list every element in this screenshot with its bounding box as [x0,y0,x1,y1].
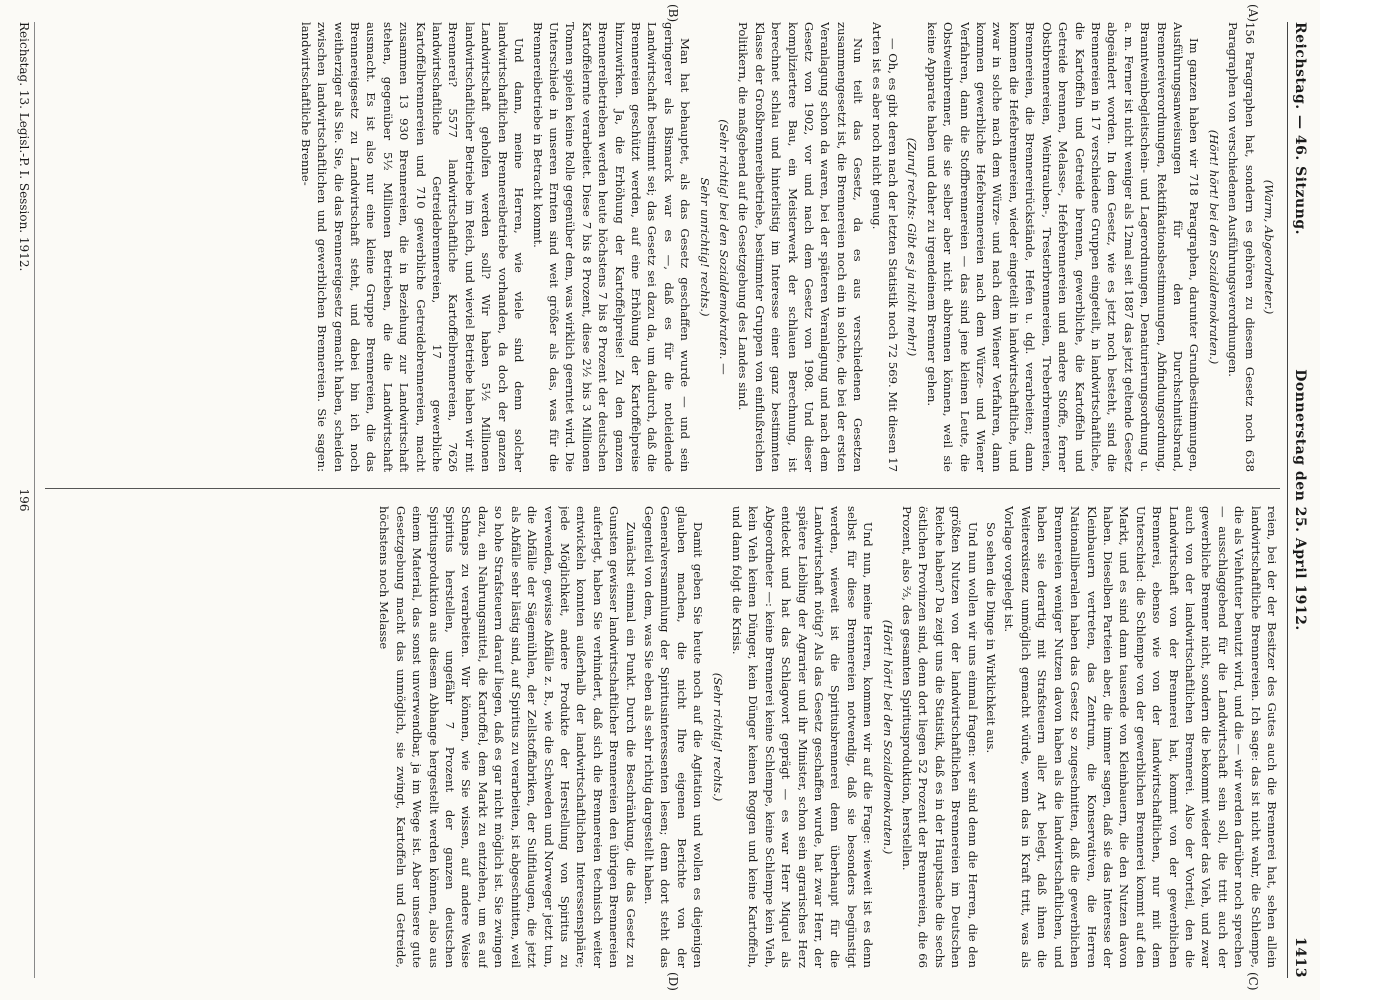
footer-source: Reichstag. 13. Legisl.-P. I. Session. 1912. [17,22,31,272]
paragraph: — Oh, es gibt deren nach der letzten Statistik noch 72 569. Mit diesen 17 Arten ist es aber noch nicht genug. [869,22,901,472]
paragraph: 156 Paragraphen hat, sondern es gehören zu diesem Gesetz noch 638 Paragraphen von verschiedenen Ausführungsverordnungen. [1226,22,1257,472]
margin-mark-b: (B) [666,4,680,23]
column-divider [45,488,1280,489]
header-date: Donnerstag den 25. April 1912. [1292,369,1308,631]
paragraph: Und nun wollen wir uns einmal fragen: wer sind denn die Herren, die den größten Nutzen von der landwirtschaftlichen Brennereien im Deutschen Reiche haben? Da zeigt uns die Statistik, daß es in der Hauptsache die sechs östlichen Provinzen sind, denn dort liegen 52 Prozent der Brennereien, die 66 Prozent, also ⅔, des gesamten Spiritusproduktion, herstellen. [900,506,980,968]
margin-mark-c: (C) [1246,972,1260,991]
interjection: (Sehr richtig! rechts.) [710,672,725,802]
footer-sheet-number: 196 [17,488,31,512]
paragraph: Und dann, meine Herren, wie viele sind denn solcher landwirtschaftlichen Brennereibetriebe vorhanden, da doch der ganzen Landwirtschaft geholfen werden soll? Wir haben 5½ Millionen landwirtschaftlicher Betriebe im Reich, und wieviel Betriebe haben wir mit Brennerei? 5577 landwirtschaftliche Kartoffelbrennereien, 7626 landwirtschaftliche Getreidebrennereien, 17 gewerbliche Kartoffelbrennereien und 710 gewerbliche Getreidebrennereien, macht zusammen 13 930 Brennereien, die in Beziehung zur Landwirtschaft stehen, gegenüber 5½ Millionen Betrieben, die die Landwirtschaft ausmacht. Es ist also nur eine kleine Gruppe Brennereien, die das Brennereigesetz zu Landwirtschaft steht, und dabei bin ich noch weitherziger als Sie. Sie, die das Brennereigesetz gemacht haben, scheiden zwischen landwirtschaftlichen und gewerblichen Brennereien. Sie sagen: landwirtschaftliche Brenne- [298,22,527,472]
interjection: (Hört! hört! bei den Sozialdemokraten.) [880,619,895,855]
interjection: (Warm, Abgeordneter.) [1262,179,1276,315]
paragraph: Nun teilt das Gesetz, da es aus verschiedenen Gesetzen zusammengesetzt ist, die Brennereien noch ein in solche, die bei der ersten Veranlagung schon da waren, bei der späteren Veranlagung und nach dem Gesetz von 1902, vor und nach dem Gesetz von 1908. Und dieser kompliziertere Bau, ein Meisterwerk der schlauen Berechnung, ist berechnet schlau und hinterlistig im Interesse einer ganz bestimmten Klasse der Großbrennereibetriebe, bestimmter Gruppen von einflußreichen Politikern, die maßgebend auf die Gesetzgebung des Landes sind. [736,22,866,472]
margin-mark-a: (A) [1246,4,1260,23]
paragraph: Man hat behauptet, als das Gesetz geschaffen wurde — und sein geringerer als Bismarck war es —, daß es für die notleidende Landwirtschaft bestimmt sei; das Gesetz sei dazu da, um dadurch, daß die Brennereien geschützt werden, auf eine Erhöhung der Kartoffelpreise hinzuwirken. Ja, die Erhöhung der Kartoffelpreise! Zu den ganzen Brennereibetrieben werden heute höchstens 7 bis 8 Prozent der deutschen Kartoffelernte verarbeitet. Diese 7 bis 8 Prozent, diese 2½ bis 3 Millionen Tonnen spielen keine Rolle gegenüber dem, was wirklich geerntet wird. Die Unterschiede in unseren Ernten sind weit größer als das, was für die Brennereibetriebe in Betracht kommt. [530,22,693,472]
paragraph: Und nun, meine Herren, kommen wir auf die Frage: wieweit ist es denn selbst für diese Brennereien notwendig, daß sie besonders begünstigt werden, wieweit ist die Spiritusbrennerei denn überhaupt für die Landwirtschaft nötig? Als das Gesetz geschaffen wurde, hat zwar Herr, der spätere Liebling der Agrarier und ihr Minister, schon sein agrarisches Herz entdeckt und hat das Schlagwort geprägt — es war Herr Miquel als Abgeordneter —: keine Brennerei keine Schlempe, keine Schlempe kein Vieh, kein Vieh keinen Dünger, kein Dünger keinen Roggen und keine Kartoffeln, und dann folgt die Krisis. [730,506,876,968]
right-column [45,506,1280,968]
header-left: Reichstag. — 46. Sitzung. [1292,22,1308,235]
interjection: (Hört! hört! bei den Sozialdemokraten.) [1206,129,1221,365]
paragraph: reien, bei der der Besitzer des Gutes auch die Brennerei hat, sehen allein landwirtschaftliche Brennereien. Ich sage: das ist nicht wahr, die Schlempe, die als Viehfutter benutzt wird, und die — wir werden darüber noch sprechen — ausschlaggebend für die Landwirtschaft sein soll, die tritt auch der gewerbliche Brenner nicht, sondern die bekommt wieder das Vieh, und zwar auch von der landwirtschaftlichen Brennerei. Also der Vorteil, den die Landwirtschaft von der Brennerei hat, kommt von der gewerblichen Brennerei, ebenso wie von der landwirtschaftlichen, nur mit dem Unterschied: die Schlempe von der gewerblichen Brennerei kommt auf den Markt, und es sind dann tausende von Kleinbauern, die den Nutzen davon haben. Dieselben Parteien aber, die immer sagen, daß sie das Interesse der Kleinbauern vertreten, das Zentrum, die Konservativen, die Herren Nationalliberalen haben das Gesetz so zugeschnitten, daß die gewerblichen Brennereien weniger Nutzen davon haben als die landwirtschaftlichen, und haben sie derartig mit Strafsteuern aller Art belegt, daß ihnen die Weiterexistenz unmöglich gemacht würde, wenn das in Kraft tritt, was als Vorlage vorgelegt ist. [1002,506,1279,968]
page-footer [14,22,35,978]
interjection: (Zuruf rechts: Gibt es ja nicht mehr!) [905,137,920,357]
left-column [45,22,1280,472]
paragraph: Zunächst einmal ein Punkt. Durch die Beschränkung, die das Gesetz zu Gunsten gewisser landwirtschaftlicher Brennereien den übrigen Brennereien auferlegt, haben Sie verhindert, daß sich die Brennereien technisch weiter entwickeln konnten außerhalb der landwirtschaftlichen Interessensphäre; jede Möglichkeit, andere Produkte der Herstellung von Spiritus zu verwenden, gewisse Abfälle z. B., wie die Schweden und Norweger jetzt tun, die Abfälle der Sägemühlen, der Zellstoffabriken, der Sulfitlaugen, die jetzt als Abfälle sehr lästig sind, auf Spiritus zu verarbeiten, ist abgeschnitten, weil so hohe Strafsteuern darauf liegen, daß es gar nicht möglich ist. Sie zwingen dazu, ein Nahrungsmittel, die Kartoffel, dem Markt zu entziehen, um es auf Schnaps zu verarbeiten. Wir können, wie Sie wissen, auf andere Weise Spiritus herstellen, ungefähr 7 Prozent der ganzen deutschen Spiritusproduktion aus diesem Abhange hergestellt werden können, also aus einem Material, das sonst unverwendbar, ja im Wege ist. Aber unsere gute Gesetzgebung macht das unmöglich, sie zwingt, Kartoffeln und Getreide, höchstens noch Melasse [377,506,638,968]
page-header [1287,22,1310,978]
margin-mark-d: (D) [666,972,680,991]
interjection: Sehr unrichtig! rechts.) [697,177,712,317]
page-number: 1413 [1292,937,1308,978]
paragraph: So sehen die Dinge in Wirklichkeit aus. [984,522,999,754]
interjection: (Sehr richtig! bei den Sozialdemokraten. — [717,119,731,375]
paragraph: Im ganzen haben wir 718 Paragraphen, darunter Grundbestimmungen, Ausführungsanweisungen für den Durchschnittsbrand, Brennereiverordnungen, Rektifikationsbestimmungen, Abfindungsordnung, Branntweinbegleitschein- und Lagerordnungen, Denaturierungsordnung u. a. m. Ferner ist nicht weniger als 12mal seit 1887 das jetzt geltende Gesetz abgeändert worden. In dem Gesetz, wie es jetzt noch besteht, sind die Brennereien in 17 verschiedene Gruppen eingeteilt, in landwirtschaftliche, die Kartoffeln und Getreide brennen, gewerbliche, die Kartoffeln und Getreide brennen, Melasse-, Hefebrennereien und andere Stoffe, ferner Obstbrennereien, Weintrauben-, Tresterbrennereien, Treberbrennereien, Brennereien, die Brennereirückstände, Hefen u. dgl. verarbeiten; dann kommen die Hefebrennereien, wieder eingeteilt in landwirtschaftliche, und zwar in solche nach dem Würze- und nach dem Wiener Verfahren, dann kommen gewerbliche Hefebrennereien nach dem Würze- und Wiener Verfahren, dann die Stoffbrennereien — das sind jene kleinen Leute, die Obstweinbrenner, die sie selber aber nicht abbrennen können, weil sie keine Apparate haben und daher zu irgendeinem Brenner gehen. [924,22,1202,472]
paragraph: Damit geben Sie heute noch auf die Agitation und wollen es diejenigen glauben machen, die nicht Ihre eigenen Berichte von der Generalversammlung der Spiritusinteressenten lesen; denn dort steht das Gegenteil von dem, was Sie eben als sehr richtig dargestellt haben. [641,506,706,968]
